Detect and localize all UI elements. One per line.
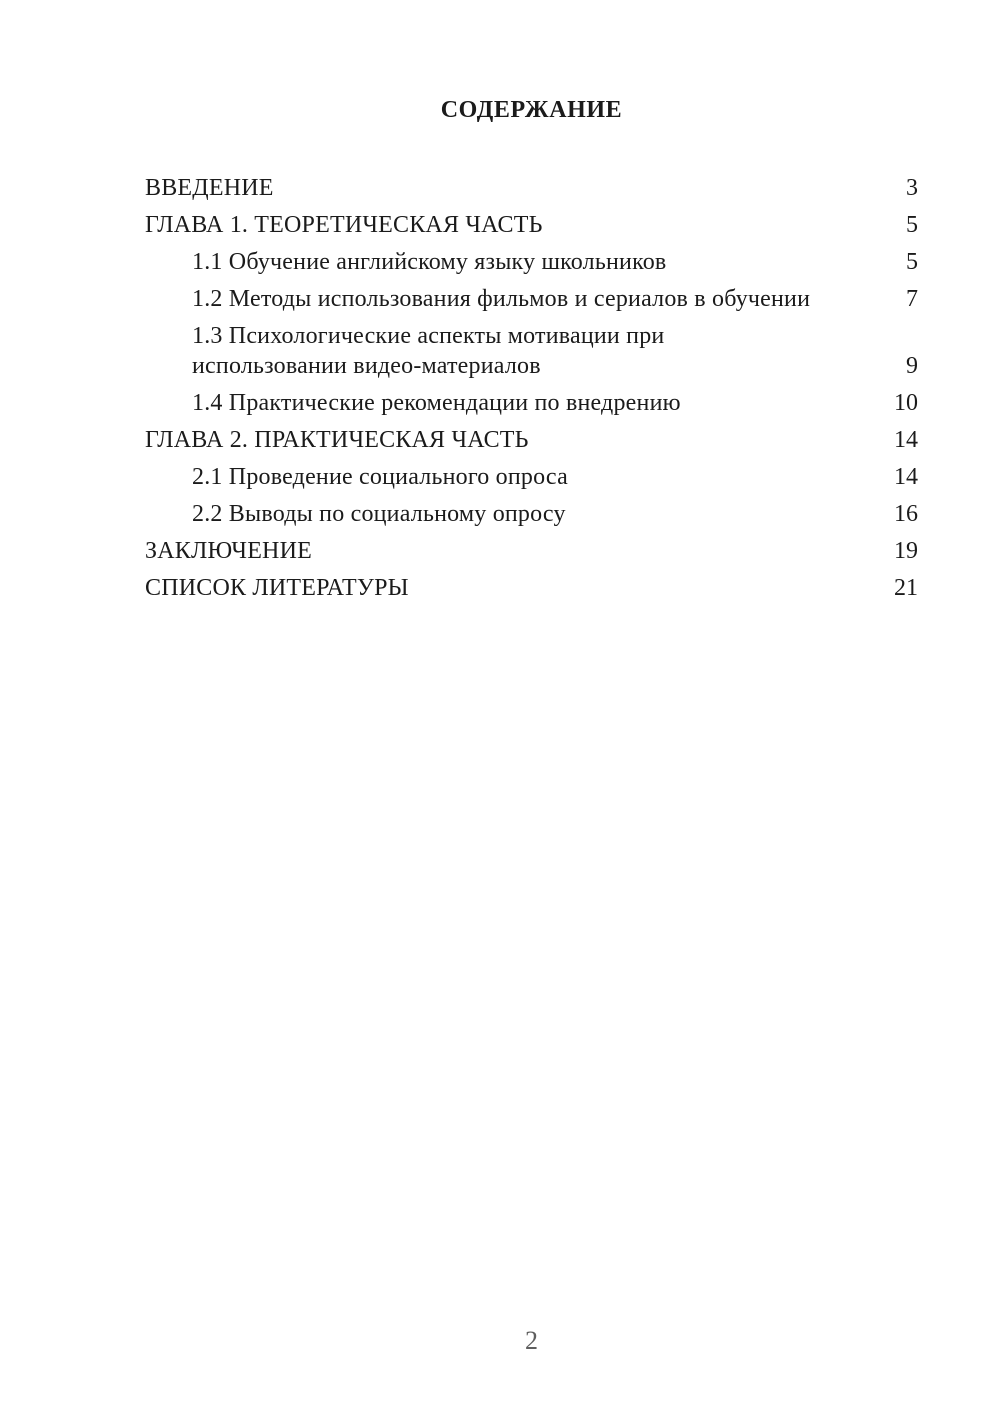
toc-entry-page: 14 bbox=[894, 464, 918, 490]
toc-entry-line: ГЛАВА 2. ПРАКТИЧЕСКАЯ ЧАСТЬ bbox=[145, 427, 529, 453]
toc-entry-line: 2.1 Проведение социального опроса bbox=[192, 464, 568, 490]
toc-entry-page: 14 bbox=[894, 427, 918, 453]
toc-entry-page: 5 bbox=[906, 212, 918, 238]
toc-entry-text bbox=[145, 173, 886, 203]
table-of-contents bbox=[145, 95, 918, 610]
toc-entry-line: использовании видео-материалов bbox=[192, 353, 541, 379]
toc-entry-text bbox=[145, 388, 874, 418]
toc-entry-page: 21 bbox=[894, 575, 918, 601]
page-number: 2 bbox=[525, 1326, 538, 1355]
toc-entry-line: СПИСОК ЛИТЕРАТУРЫ bbox=[145, 575, 409, 601]
toc-entry-page: 16 bbox=[894, 501, 918, 527]
toc-entry-chapter-2 bbox=[145, 425, 918, 455]
toc-entry-line: ГЛАВА 1. ТЕОРЕТИЧЕСКАЯ ЧАСТЬ bbox=[145, 212, 543, 238]
toc-entry-line: 1.4 Практические рекомендации по внедрению bbox=[192, 390, 681, 416]
toc-entry-page: 10 bbox=[894, 390, 918, 416]
toc-entry-chapter-1 bbox=[145, 210, 918, 240]
toc-entry-text bbox=[145, 499, 874, 529]
toc-entry-text bbox=[145, 573, 874, 603]
toc-entry-line: 1.3 Психологические аспекты мотивации при bbox=[192, 323, 665, 349]
toc-entry-line: ВВЕДЕНИЕ bbox=[145, 175, 274, 201]
toc-entry-page: 7 bbox=[906, 286, 918, 312]
toc-entry-text bbox=[145, 210, 886, 240]
toc-entry-page: 9 bbox=[906, 353, 918, 379]
toc-entry-text bbox=[145, 321, 886, 381]
toc-entry-text bbox=[145, 425, 874, 455]
toc-entry-page: 5 bbox=[906, 249, 918, 275]
toc-entry-text bbox=[145, 284, 886, 314]
toc-entry-line: ЗАКЛЮЧЕНИЕ bbox=[145, 538, 312, 564]
toc-entry-1-1 bbox=[145, 247, 918, 277]
toc-entry-text bbox=[145, 247, 886, 277]
toc-entry-1-3 bbox=[145, 321, 918, 381]
toc-entry-1-4 bbox=[145, 388, 918, 418]
toc-entry-page: 3 bbox=[906, 175, 918, 201]
toc-entry-line: 1.1 Обучение английскому языку школьников bbox=[192, 249, 667, 275]
toc-entry-zaklyuchenie bbox=[145, 536, 918, 566]
toc-entry-text bbox=[145, 462, 874, 492]
page-title: СОДЕРЖАНИЕ bbox=[440, 97, 623, 123]
toc-entry-text bbox=[145, 536, 874, 566]
toc-entry-1-2 bbox=[145, 284, 918, 314]
toc-entry-2-1 bbox=[145, 462, 918, 492]
toc-entry-spisok-literatury bbox=[145, 573, 918, 603]
toc-entry-vvedenie bbox=[145, 173, 918, 203]
toc-entry-2-2 bbox=[145, 499, 918, 529]
toc-entry-line: 1.2 Методы использования фильмов и сериалов в обучении bbox=[192, 286, 811, 312]
toc-entry-page: 19 bbox=[894, 538, 918, 564]
toc-entry-line: 2.2 Выводы по социальному опросу bbox=[192, 501, 566, 527]
